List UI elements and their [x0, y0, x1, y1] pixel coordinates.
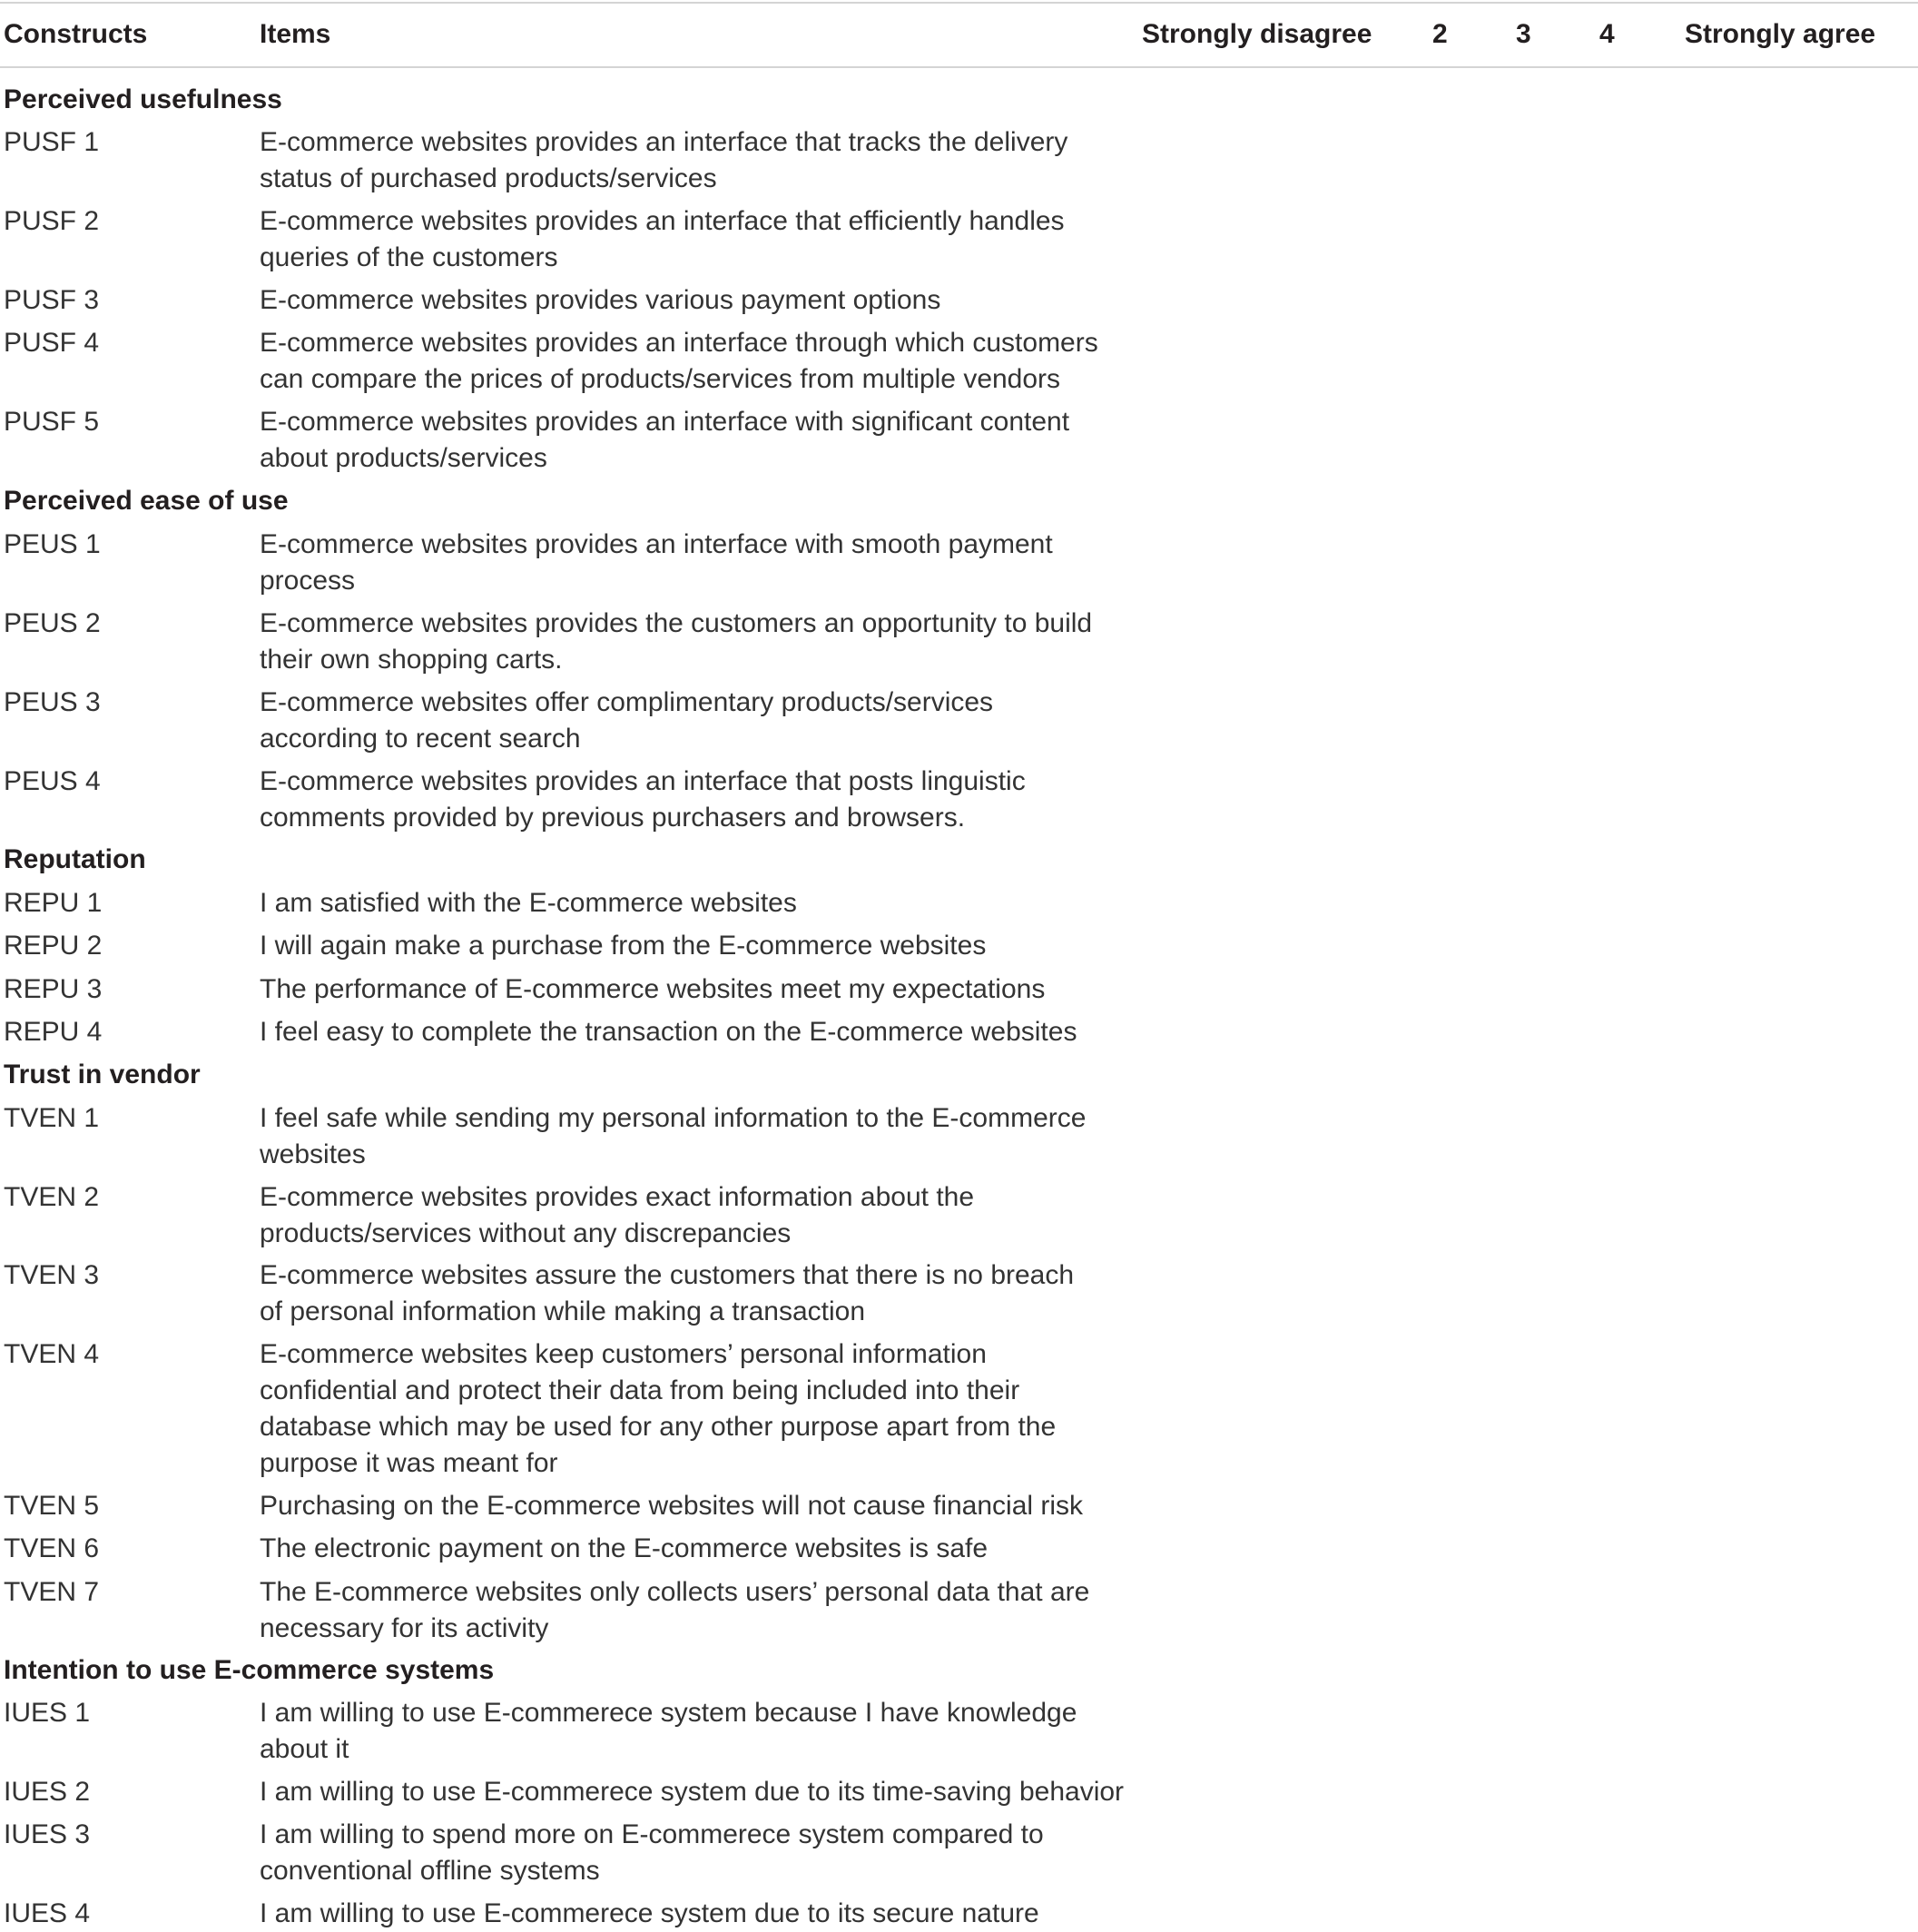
header-scale-3: 3 [1516, 19, 1531, 49]
construct-code: REPU 2 [4, 931, 103, 961]
construct-code: PUSF 3 [4, 285, 100, 315]
item-text: E-commerce websites provides various payment options [260, 285, 941, 315]
item-text: The performance of E-commerce websites meet my expectations [260, 974, 1046, 1004]
item-text: I will again make a purchase from the E-commerce websites [260, 931, 987, 961]
construct-code: PEUS 1 [4, 529, 101, 559]
item-text: E-commerce websites provides an interface through which customers can compare the prices of products/services from multiple vendors [260, 328, 1098, 394]
item-text: E-commerce websites keep customers’ personal information confidential and protect their data from being included into their database which may be used for any other purpose apart from the purpose it was meant for [260, 1339, 1057, 1478]
item-text: E-commerce websites provides exact information about the products/services without any discrepancies [260, 1182, 975, 1248]
construct-code: PUSF 4 [4, 328, 100, 358]
header-constructs: Constructs [4, 19, 148, 49]
construct-code: TVEN 7 [4, 1577, 100, 1607]
construct-code: IUES 1 [4, 1698, 91, 1728]
construct-code: PEUS 3 [4, 687, 101, 717]
header-scale-2: 2 [1432, 19, 1448, 49]
construct-code: IUES 2 [4, 1777, 91, 1807]
construct-code: PUSF 2 [4, 206, 100, 236]
section-title-reputation: Reputation [4, 844, 146, 874]
construct-code: PEUS 4 [4, 766, 101, 796]
item-text: Purchasing on the E-commerce websites will not cause financial risk [260, 1491, 1084, 1521]
item-text: E-commerce websites provides an interface with smooth payment process [260, 529, 1053, 596]
construct-code: REPU 1 [4, 888, 103, 918]
header-strongly-disagree: Strongly disagree [1142, 19, 1372, 49]
item-text: I am willing to use E-commerece system because I have knowledge about it [260, 1698, 1077, 1764]
item-text: The electronic payment on the E-commerce websites is safe [260, 1533, 989, 1563]
header-scale-4: 4 [1599, 19, 1615, 49]
construct-code: TVEN 6 [4, 1533, 100, 1563]
item-text: E-commerce websites provides the customers an opportunity to build their own shopping carts. [260, 608, 1093, 675]
item-text: I am willing to spend more on E-commerece system compared to conventional offline systems [260, 1819, 1044, 1886]
section-title-perceived-usefulness: Perceived usefulness [4, 84, 282, 114]
construct-code: TVEN 4 [4, 1339, 100, 1369]
section-title-perceived-ease-of-use: Perceived ease of use [4, 486, 289, 516]
item-text: I am satisfied with the E-commerce websites [260, 888, 797, 918]
construct-code: TVEN 2 [4, 1182, 100, 1212]
item-text: I am willing to use E-commerece system due to its secure nature [260, 1898, 1039, 1928]
construct-code: IUES 3 [4, 1819, 91, 1849]
header-rule [0, 66, 1918, 68]
section-title-trust-in-vendor: Trust in vendor [4, 1060, 201, 1089]
item-text: E-commerce websites provides an interface that posts linguistic comments provided by previous purchasers and browsers. [260, 766, 1026, 833]
item-text: E-commerce websites assure the customers that there is no breach of personal information while making a transaction [260, 1260, 1075, 1326]
header-items: Items [260, 19, 331, 49]
item-text: I am willing to use E-commerece system due to its time-saving behavior [260, 1777, 1125, 1807]
construct-code: TVEN 5 [4, 1491, 100, 1521]
item-text: E-commerce websites offer complimentary products/services according to recent search [260, 687, 994, 754]
construct-code: PEUS 2 [4, 608, 101, 638]
construct-code: TVEN 3 [4, 1260, 100, 1290]
section-title-intention-to-use: Intention to use E-commerce systems [4, 1655, 495, 1685]
item-text: E-commerce websites provides an interface that tracks the delivery status of purchased products/services [260, 127, 1068, 193]
construct-code: REPU 4 [4, 1017, 103, 1047]
item-text: E-commerce websites provides an interface that efficiently handles queries of the customers [260, 206, 1065, 272]
item-text: I feel safe while sending my personal information to the E-commerce websites [260, 1103, 1087, 1169]
construct-code: PUSF 5 [4, 407, 100, 437]
item-text: The E-commerce websites only collects users’ personal data that are necessary for its activity [260, 1577, 1090, 1643]
construct-code: REPU 3 [4, 974, 103, 1004]
header-strongly-agree: Strongly agree [1685, 19, 1876, 49]
top-rule [0, 2, 1918, 4]
item-text: E-commerce websites provides an interface with significant content about products/services [260, 407, 1070, 473]
item-text: I feel easy to complete the transaction on the E-commerce websites [260, 1017, 1077, 1047]
construct-code: TVEN 1 [4, 1103, 100, 1133]
construct-code: PUSF 1 [4, 127, 100, 157]
construct-code: IUES 4 [4, 1898, 91, 1928]
